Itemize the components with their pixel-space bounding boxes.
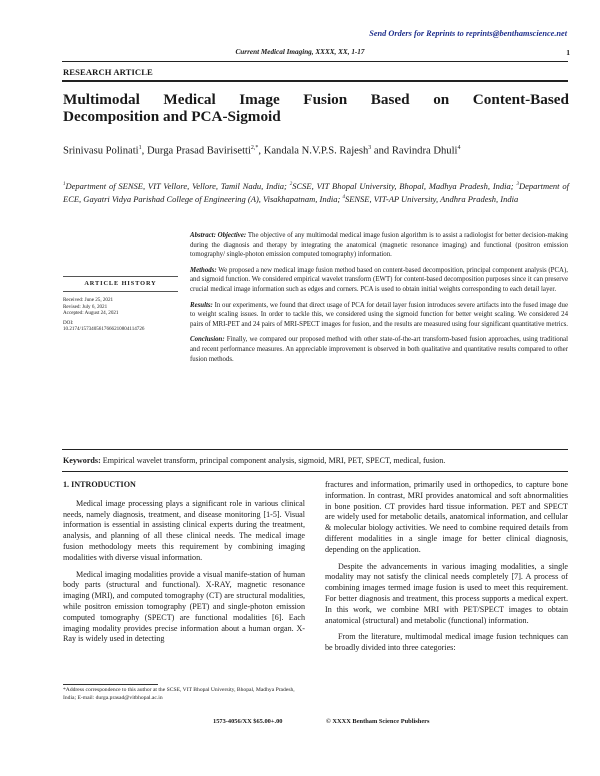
page-number: 1 (566, 48, 570, 57)
body-paragraph: Medical image processing plays a significant role in various clinical needs, namely diagnosis, treatment, and disease monitoring [1-5]. Visual information is essential in assisting clinical experts during the treatment, analysis, and planning of all these clinical needs. The medical image fusion methodology meets this requirement by combining imaging modalities with diverse visual information. (63, 498, 305, 562)
abstract-text: In our experiments, we found that direct usage of PCA for detail layer fusion introduces severe artifacts into the fused image due to weight scaling issues. In order to tackle this, we considered using the sigmoid function for better weight scaling. We considered 24 pairs of MRI-PET and 24 pairs of MRI-SPECT images for fusion, and the results are measured using four significant quantitative metrics. (190, 301, 568, 328)
affiliation: SCSE, VIT Bhopal University, Bhopal, Madhya Pradesh, India; (292, 180, 517, 191)
correspondence-footnote: *Address correspondence to this author at the SCSE, VIT Bhopal University, Bhopal, Madhya Pradesh, India; E-mail: durga.prasad@vitbhopal.ac.in (63, 687, 295, 701)
affiliations (63, 179, 569, 205)
journal-citation: Current Medical Imaging, XXXX, XX, 1-17 (235, 48, 365, 56)
abstract-methods (190, 266, 568, 295)
author-sup: 2,* (250, 145, 259, 151)
footnote-rule (63, 684, 158, 685)
body-paragraph: fractures and information, primarily used in orthopedics, to capture bone information. In contrast, MRI provides anatomical and soft abnormalities in bone position. CT provides hard tissue information. PET and SPECT are widely used for metabolic details, anatomical information, and cellular & molecular biology activities. We need to combine required details from different modalities in a single image for better clinical diagnosis, depending on the application. (325, 480, 568, 554)
accepted-date: Accepted: August 24, 2021 (63, 310, 119, 317)
author-sup: 3 (368, 145, 372, 151)
history-rule-top (63, 276, 178, 277)
abstract-label: Results: (190, 301, 213, 309)
body-paragraph: Despite the advancements in various imaging modalities, a single modality may not satisfy the clinical needs completely [7]. A process of combining images termed image fusion is used to meet this requirement. For better diagnosis and treatment, this process supports a medical expert. In this work, we combine MRI with PET/SPECT images to obtain anatomical (structural) and metabolic (functional) information. (325, 561, 568, 625)
author-name: Durga Prasad Bavirisetti (146, 145, 251, 157)
reprints-notice: Send Orders for Reprints to reprints@benthamscience.net (369, 29, 567, 38)
affiliation: Department of SENSE, VIT Vellore, Vellore, Tamil Nadu, India; (65, 180, 290, 191)
body-column-left (63, 480, 305, 651)
body-column-right (325, 480, 568, 660)
affiliation: Department of ECE, Gayatri Vidya Parishad College of Engineering (A), Visakhapatnam, India; (63, 180, 569, 204)
header-rule (62, 61, 568, 62)
article-title (63, 91, 569, 125)
section-label: RESEARCH ARTICLE (63, 67, 153, 77)
doi-label: DOI: (63, 319, 74, 326)
abstract-conclusion (190, 335, 568, 364)
body-paragraph: From the literature, multimodal medical image fusion techniques can be broadly divided into three categories: (325, 632, 568, 653)
author-name: Ravindra Dhuli (391, 145, 458, 157)
title-line-1: Multimodal Medical Image Fusion Based on Content-Based (63, 91, 569, 108)
section-rule (62, 80, 568, 82)
article-history (63, 297, 181, 333)
abstract-text: The objective of any multimodal medical image fusion algorithm is to assist a radiologist for better decision-making during the diagnosis and therapy by integrating the anatomical (magnetic resonance imaging) and functional (positron emission tomography/ single-photon emission computed tomography) information. (190, 232, 568, 259)
keywords-text: Empirical wavelet transform, principal component analysis, sigmoid, MRI, PET, SPECT, medical, fusion. (100, 456, 446, 465)
abstract-text: We proposed a new medical image fusion method based on content-based decomposition, principal component analysis (PCA), and sigmoid function. We considered empirical wavelet transform (EWT) for content-based decomposition purposes since it can preserve crucial medical image information such as edges and corners. PCA is used to obtain initial weights corresponding to each detail layer. (190, 266, 568, 293)
author-name: Srinivasu Polinati (63, 145, 139, 157)
footer-copyright: © XXXX Bentham Science Publishers (326, 718, 430, 725)
author-sup: 1 (138, 145, 142, 151)
keywords-label: Keywords: (63, 456, 101, 465)
affil-sup: 4 (342, 194, 345, 200)
abstract-objective (190, 231, 568, 260)
keywords-rule-bottom (62, 471, 568, 472)
author-list: Srinivasu Polinati$^1$, Durga Prasad Bavirisetti$^{2,*}$, Kandala N.V.P.S. Rajesh$^3$ and Ravindra Dhuli$^4$ (63, 145, 461, 157)
history-rule-bottom (63, 291, 178, 292)
doi-link[interactable]: 10.2174/1573405617666210804114726 (63, 326, 145, 333)
affiliation: SENSE, VIT-AP University, Andhra Pradesh, India (344, 193, 519, 204)
footer-issn: 1573-4056/XX $65.00+.00 (213, 718, 283, 725)
title-line-2: Decomposition and PCA-Sigmoid (63, 108, 281, 125)
author-sup: 4 (457, 145, 461, 151)
abstract-label: Methods: (190, 266, 217, 274)
keywords (63, 455, 569, 466)
abstract-label: Abstract: Objective: (190, 232, 247, 239)
received-date: Received: June 25, 2021 (63, 297, 114, 303)
article-history-heading: ARTICLE HISTORY (84, 280, 157, 287)
body-paragraph: Medical imaging modalities provide a visual manife-station of human body parts (structural and functional). X-RAY, magnetic resonance imaging (MRI), and computed tomography (CT) are structural modalities, while positron emission tomography (PET) and single-photon emission computed tomography (SPECT) are functional modalities [6]. Each imaging modality provides precise information about a human organ. X-Ray is widely used in detecting (63, 569, 305, 644)
affil-sup: 3 (516, 182, 519, 187)
affil-sup: 1 (63, 182, 66, 187)
author-name: Kandala N.V.P.S. Rajesh (263, 145, 369, 157)
abstract-text: Finally, we compared our proposed method with other state-of-the-art transform-based fusion approaches, using traditional and recent performance measures. An appreciable improvement is observed in both qualitative and quantitative results compared to other fusion methods. (190, 336, 568, 363)
keywords-rule-top (62, 449, 568, 450)
abstract (190, 231, 568, 370)
revised-date: Revised: July 6, 2021 (63, 303, 108, 310)
abstract-label: Conclusion: (190, 336, 225, 344)
section-heading: 1. INTRODUCTION (63, 480, 136, 489)
affil-sup: 2 (289, 182, 293, 187)
abstract-results (190, 301, 568, 330)
